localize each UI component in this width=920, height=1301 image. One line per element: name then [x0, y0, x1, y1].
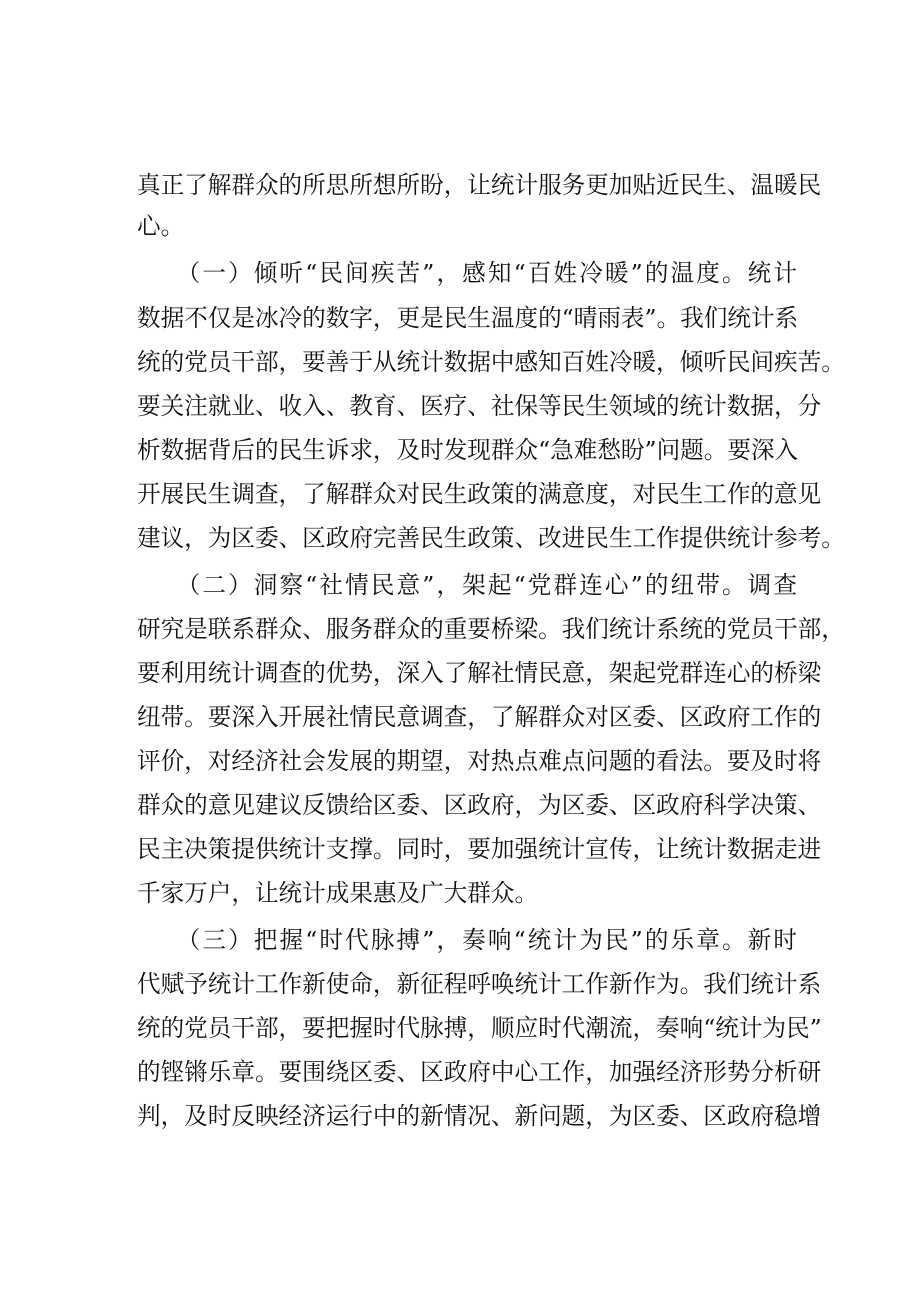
- text-line: 心。: [137, 212, 185, 240]
- text-line: 开展民生调查，了解群众对民生政策的满意度，对民生工作的意见: [137, 480, 822, 508]
- text-line: （二）洞察“社情民意”，架起“党群连心”的纽带。调查: [137, 571, 797, 599]
- text-line: （一）倾听“民间疾苦”，感知“百姓冷暖”的温度。统计: [137, 259, 797, 287]
- text-line: 统的党员干部，要把握时代脉搏，顺应时代潮流，奏响“统计为民”: [137, 1014, 822, 1042]
- text-line: 纽带。要深入开展社情民意调查，了解群众对区委、区政府工作的: [137, 703, 822, 731]
- text-line: 真正了解群众的所思所想所盼，让统计服务更加贴近民生、温暖民: [137, 171, 822, 199]
- text-line: 群众的意见建议反馈给区委、区政府，为区委、区政府科学决策、: [137, 791, 822, 819]
- text-line: 要利用统计调查的优势，深入了解社情民意，架起党群连心的桥梁: [137, 659, 822, 687]
- text-line: 评价，对经济社会发展的期望，对热点难点问题的看法。要及时将: [137, 747, 822, 775]
- text-line: 统的党员干部，要善于从统计数据中感知百姓冷暖，倾听民间疾苦。: [137, 348, 845, 376]
- text-line: 千家万户，让统计成果惠及广大群众。: [137, 879, 539, 907]
- text-line: 研究是联系群众、服务群众的重要桥梁。我们统计系统的党员干部，: [137, 615, 845, 643]
- text-line: 判，及时反映经济运行中的新情况、新问题，为区委、区政府稳增: [137, 1102, 822, 1130]
- text-line: 析数据背后的民生诉求，及时发现群众“急难愁盼”问题。要深入: [137, 436, 799, 464]
- text-line: 的铿锵乐章。要围绕区委、区政府中心工作，加强经济形势分析研: [137, 1058, 822, 1086]
- text-line: （三）把握“时代脉搏”，奏响“统计为民”的乐章。新时: [137, 926, 797, 954]
- text-line: 建议，为区委、区政府完善民生政策、改进民生工作提供统计参考。: [137, 524, 845, 552]
- text-line: 民主决策提供统计支撑。同时，要加强统计宣传，让统计数据走进: [137, 835, 822, 863]
- text-line: 数据不仅是冰冷的数字，更是民生温度的“晴雨表”。我们统计系: [137, 304, 799, 332]
- text-line: 要关注就业、收入、教育、医疗、社保等民生领域的统计数据，分: [137, 392, 822, 420]
- text-line: 代赋予统计工作新使命，新征程呼唤统计工作新作为。我们统计系: [137, 970, 822, 998]
